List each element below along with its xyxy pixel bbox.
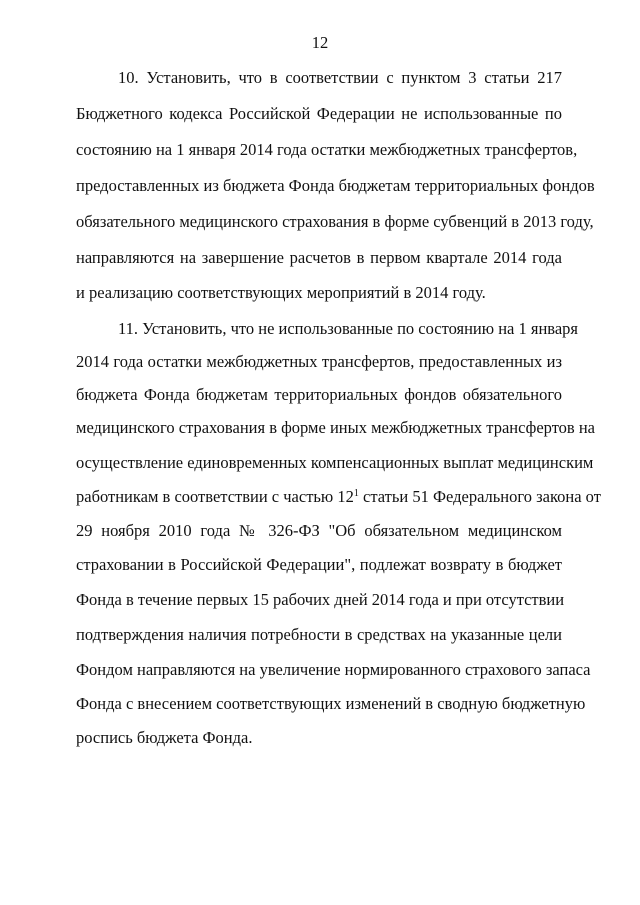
paragraph-line: бюджета Фонда бюджетам территориальных фондов обязательного — [76, 385, 562, 404]
paragraph-line: направляются на завершение расчетов в первом квартале 2014 года — [76, 248, 562, 267]
paragraph-line: осуществление единовременных компенсационных выплат медицинским — [76, 453, 594, 472]
paragraph-line-with-footnote — [76, 487, 601, 507]
paragraph-line: Фондом направляются на увеличение нормированного страхового запаса — [76, 660, 591, 679]
paragraph-line: и реализацию соответствующих мероприятий в 2014 году. — [76, 283, 486, 302]
paragraph-line: подтверждения наличия потребности в средствах на указанные цели — [76, 625, 562, 644]
paragraph-line: медицинского страхования в форме иных межбюджетных трансфертов на — [76, 418, 596, 437]
paragraph-line: Бюджетного кодекса Российской Федерации не использованные по — [76, 104, 562, 123]
paragraph-line: Фонда с внесением соответствующих изменений в сводную бюджетную — [76, 694, 586, 713]
paragraph-line: 11. Установить, что не использованные по состоянию на 1 января — [118, 319, 579, 338]
paragraph-line: страховании в Российской Федерации", подлежат возврату в бюджет — [76, 555, 562, 574]
superscript-marker: 1 — [353, 488, 359, 499]
paragraph-line: состоянию на 1 января 2014 года остатки межбюджетных трансфертов, — [76, 140, 578, 159]
page-number: 12 — [311, 33, 329, 52]
paragraph-line: Фонда в течение первых 15 рабочих дней 2014 года и при отсутствии — [76, 590, 565, 609]
line-text: статьи 51 Федерального закона от — [358, 487, 601, 506]
paragraph-line: 10. Установить, что в соответствии с пунктом 3 статьи 217 — [118, 68, 562, 87]
paragraph-line: роспись бюджета Фонда. — [76, 728, 253, 747]
paragraph-line: 2014 года остатки межбюджетных трансфертов, предоставленных из — [76, 352, 562, 371]
line-text: работникам в соответствии с частью 12 — [76, 487, 354, 506]
paragraph-line: предоставленных из бюджета Фонда бюджетам территориальных фондов — [76, 176, 595, 195]
paragraph-line: 29 ноября 2010 года № 326-ФЗ "Об обязательном медицинском — [76, 521, 562, 540]
paragraph-line: обязательного медицинского страхования в форме субвенций в 2013 году, — [76, 212, 594, 231]
